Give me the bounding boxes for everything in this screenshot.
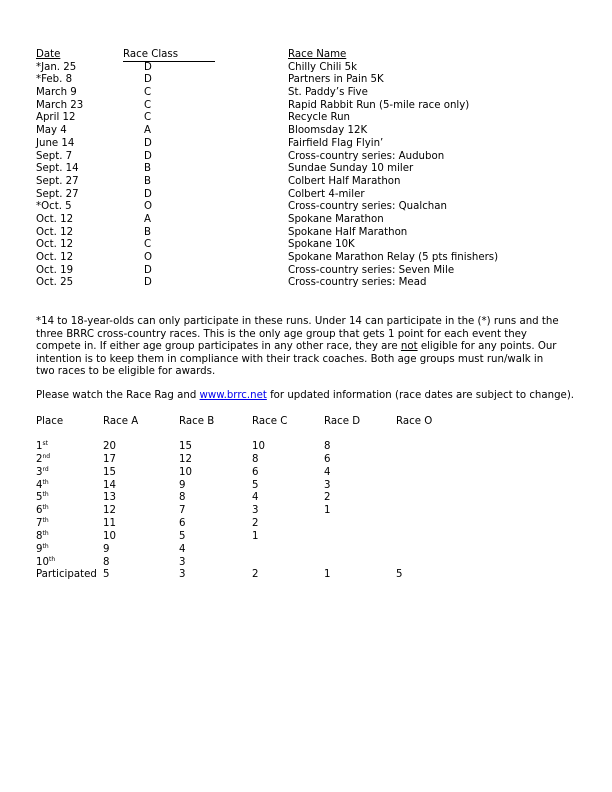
race-name: Cross-country series: Mead (288, 277, 427, 289)
points-cell: 8 (252, 453, 259, 465)
points-cell: 9 (179, 479, 186, 491)
points-cell: 6 (252, 466, 259, 478)
race-name: Partners in Pain 5K (288, 74, 384, 86)
header-race-b: Race B (179, 416, 215, 427)
race-class: D (144, 74, 152, 86)
points-cell: 1 (252, 530, 259, 542)
header-race-class: Race Class (123, 49, 215, 62)
race-name: St. Paddy’s Five (288, 87, 368, 99)
race-date: Oct. 12 (36, 239, 74, 251)
header-place: Place (36, 416, 64, 427)
race-class: C (144, 87, 152, 99)
note-text-2: eligible for any points. Our intention is to keep them in compliance with their track coaches. Both age groups must run/walk in two races to be eligible for awards. (36, 341, 557, 378)
place-suffix: th (42, 478, 49, 486)
place-cell (36, 544, 49, 557)
race-date: Oct. 12 (36, 226, 74, 238)
points-cell: 3 (324, 479, 331, 491)
points-cell: 13 (103, 492, 116, 504)
watch-after: for updated information (race dates are subject to change). (266, 390, 575, 401)
race-name: Cross-country series: Qualchan (288, 201, 447, 213)
race-name: Cross-country series: Audubon (288, 150, 445, 162)
points-cell: 2 (252, 518, 259, 530)
place-cell (36, 557, 55, 570)
header-race-c: Race C (252, 416, 288, 427)
race-name: Spokane Marathon (288, 213, 384, 225)
race-class: D (144, 61, 152, 73)
points-cell: 5 (179, 530, 186, 542)
points-cell: 8 (324, 441, 331, 452)
place-suffix: th (42, 504, 49, 512)
race-name: Colbert Half Marathon (288, 175, 401, 187)
race-class: D (144, 277, 152, 289)
header-date: Date (36, 49, 61, 60)
place-number: 4 (36, 479, 43, 491)
race-name: Spokane Half Marathon (288, 226, 408, 238)
watch-before: Please watch the Race Rag and (36, 390, 200, 401)
race-date: May 4 (36, 125, 67, 137)
race-date: March 9 (36, 87, 77, 99)
race-date: Oct. 12 (36, 213, 74, 225)
place-suffix: th (42, 517, 49, 525)
points-cell: 4 (252, 492, 259, 504)
race-date: April 12 (36, 112, 76, 124)
race-name: Spokane Marathon Relay (5 pts finishers) (288, 252, 499, 263)
brrc-link[interactable]: www.brrc.net (199, 390, 267, 401)
race-date: Oct. 19 (36, 264, 74, 276)
points-cell: 15 (179, 441, 192, 452)
points-cell: 6 (179, 518, 186, 530)
race-date: Sept. 7 (36, 150, 73, 162)
race-date: *Jan. 25 (36, 61, 77, 73)
race-class: A (144, 213, 151, 225)
race-date: March 23 (36, 99, 84, 111)
race-name: Cross-country series: Seven Mile (288, 264, 455, 276)
race-class: O (144, 252, 153, 263)
place-number: 9 (36, 543, 43, 555)
points-cell: 3 (179, 569, 186, 581)
place-suffix: th (42, 491, 49, 499)
header-race-o: Race O (396, 416, 433, 427)
race-class: B (144, 163, 151, 175)
place-number: 3 (36, 466, 43, 478)
race-date: *Oct. 5 (36, 201, 72, 213)
race-name: Fairfield Flag Flyin’ (288, 137, 384, 149)
race-class: D (144, 188, 152, 200)
points-cell: 2 (324, 492, 331, 504)
eligibility-note (36, 316, 564, 379)
place-suffix: th (42, 542, 49, 550)
race-class: B (144, 226, 151, 238)
place-suffix: rd (42, 465, 49, 473)
race-class: D (144, 150, 152, 162)
points-cell: 2 (252, 569, 259, 581)
points-cell: 10 (103, 530, 116, 542)
race-class: D (144, 137, 152, 149)
place-suffix: th (42, 529, 49, 537)
points-cell: 1 (324, 505, 331, 517)
race-class: C (144, 239, 152, 251)
points-cell: 5 (396, 569, 403, 581)
place-suffix: st (42, 440, 48, 447)
points-cell: 3 (179, 556, 186, 568)
points-cell: 8 (179, 492, 186, 504)
points-cell: 10 (252, 441, 265, 452)
race-date: Sept. 14 (36, 163, 79, 175)
race-name: Rapid Rabbit Run (5-mile race only) (288, 99, 470, 111)
points-cell: 8 (103, 556, 110, 568)
race-date: Sept. 27 (36, 188, 79, 200)
points-cell: 5 (103, 569, 110, 581)
race-class: A (144, 125, 151, 137)
race-class: C (144, 99, 152, 111)
place-number: 6 (36, 505, 43, 517)
points-cell: 17 (103, 453, 116, 465)
place-suffix: nd (42, 452, 51, 460)
header-race-a: Race A (103, 416, 139, 427)
race-date: June 14 (36, 137, 75, 149)
points-cell: 14 (103, 479, 116, 491)
race-date: *Feb. 8 (36, 74, 73, 86)
place-cell (36, 569, 97, 582)
race-class: C (144, 112, 152, 124)
race-class: D (144, 264, 152, 276)
points-cell: 11 (103, 518, 116, 530)
points-cell: 15 (103, 466, 116, 478)
race-date: Oct. 25 (36, 277, 74, 289)
place-number: 1 (36, 441, 43, 452)
note-text-1: *14 to 18-year-olds can only participate in these runs. Under 14 can participate in the (*) runs and the three BRRC cross-country races. This is the only age group that gets 1 point for each event they compete in. If either age group participates in any other race, they are (36, 316, 559, 353)
race-class: O (144, 201, 153, 213)
race-name: Chilly Chili 5k (288, 61, 358, 73)
points-cell: 4 (179, 543, 186, 555)
place-number: 2 (36, 453, 43, 465)
place-suffix: th (48, 555, 56, 563)
race-name: Sundae Sunday 10 miler (288, 163, 414, 175)
race-class: B (144, 175, 151, 187)
points-cell: 3 (252, 505, 259, 517)
points-cell: 12 (179, 453, 192, 465)
place-number: 8 (36, 530, 43, 542)
race-date: Sept. 27 (36, 175, 79, 187)
header-race-d: Race D (324, 416, 361, 427)
points-cell: 6 (324, 453, 331, 465)
race-name: Colbert 4-miler (288, 188, 365, 200)
race-name: Recycle Run (288, 112, 350, 124)
points-cell: 5 (252, 479, 259, 491)
points-cell: 9 (103, 543, 110, 555)
points-cell: 10 (179, 466, 192, 478)
points-cell: 4 (324, 466, 331, 478)
points-cell: 12 (103, 505, 116, 517)
header-race-name: Race Name (288, 49, 347, 60)
points-cell: 1 (324, 569, 331, 581)
note-not-emphasis: not (400, 341, 418, 353)
points-cell: 7 (179, 505, 186, 517)
points-cell: 20 (103, 441, 116, 452)
race-date: Oct. 12 (36, 252, 74, 263)
race-name: Bloomsday 12K (288, 125, 368, 137)
place-number: 10 (36, 556, 49, 568)
race-name: Spokane 10K (288, 239, 355, 251)
place-number: 7 (36, 518, 43, 530)
updates-note (36, 390, 576, 403)
place-number: Participated (36, 569, 97, 581)
place-number: 5 (36, 492, 43, 504)
